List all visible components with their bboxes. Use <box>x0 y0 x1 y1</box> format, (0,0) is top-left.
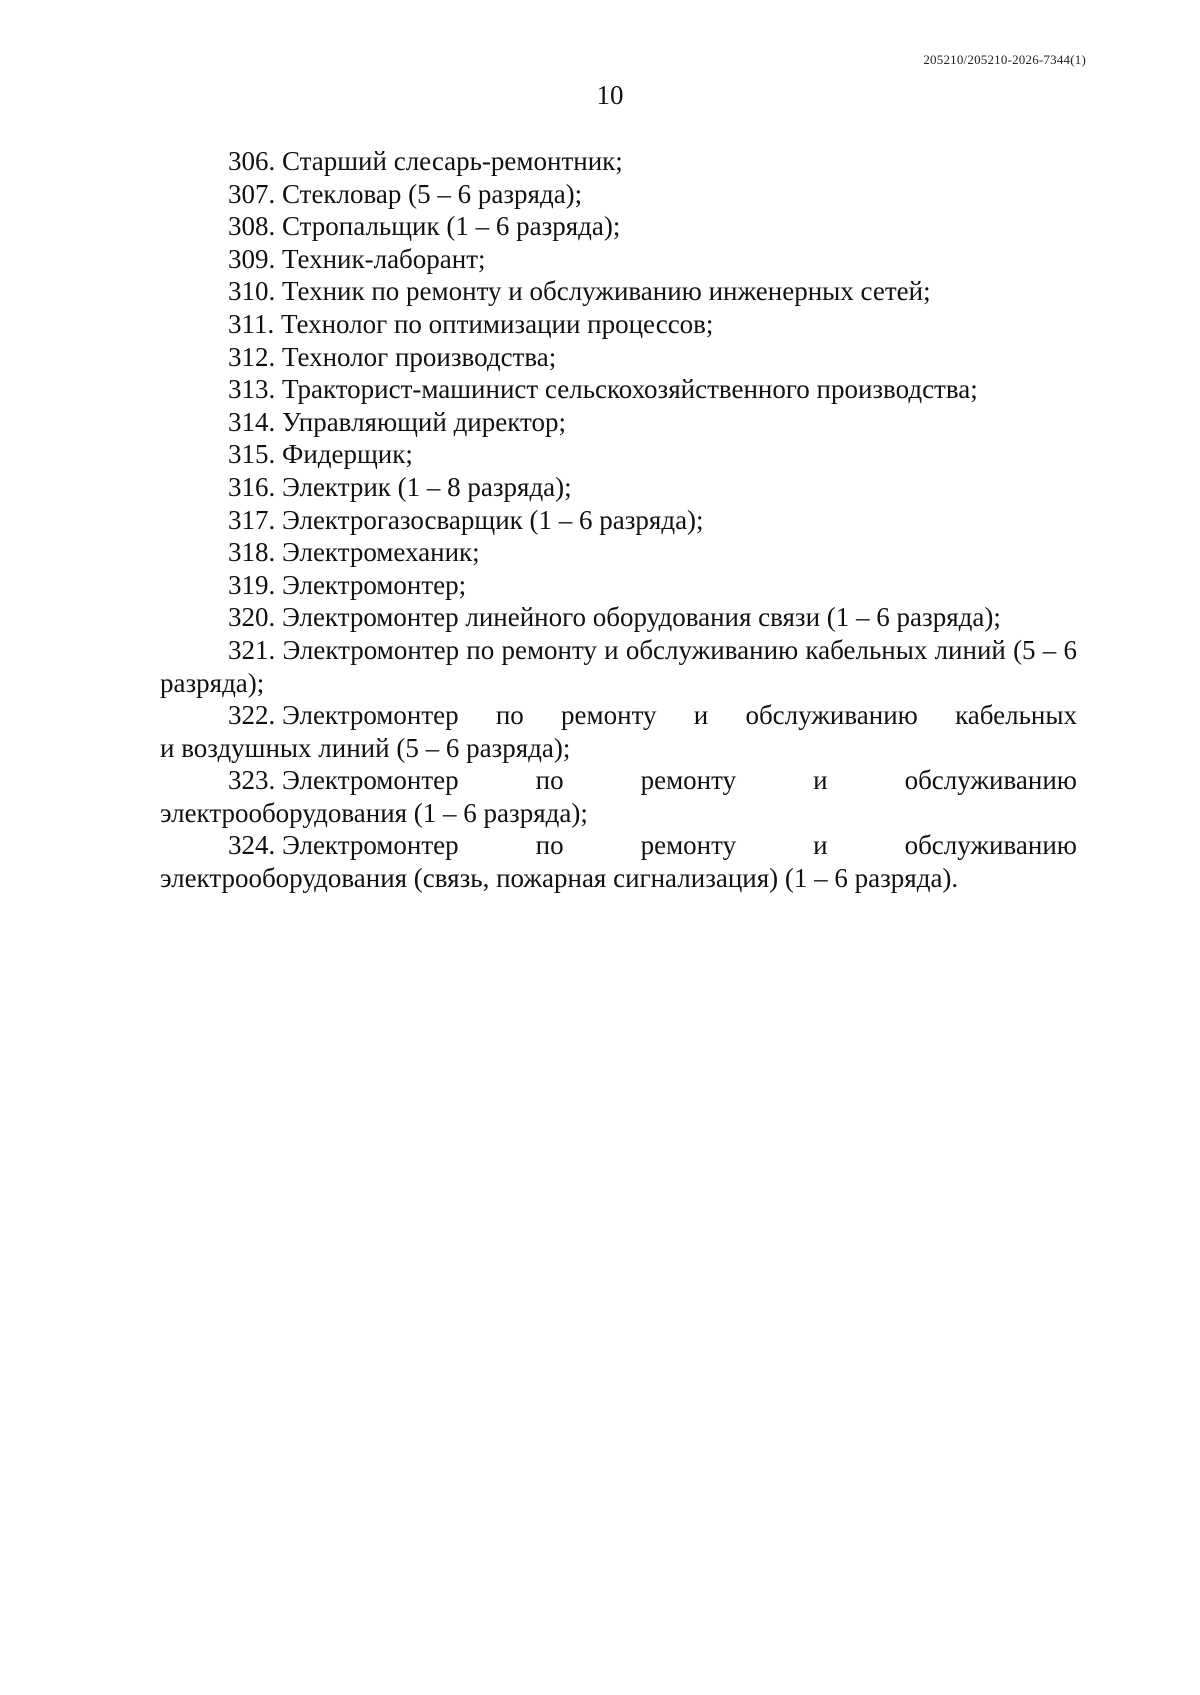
word: по <box>495 700 524 731</box>
continuation-line: электрооборудования (связь, пожарная сигнализация) (1 – 6 разряда). <box>160 863 959 894</box>
continuation-line: электрооборудования (1 – 6 разряда); <box>160 797 588 828</box>
word: и <box>813 765 828 796</box>
list-item: 313. Тракторист-машинист сельскохозяйственного производства; <box>228 374 978 405</box>
list-item: 309. Техник-лаборант; <box>228 243 486 274</box>
page-number: 10 <box>596 80 624 110</box>
list-item-322 <box>160 699 1077 764</box>
word: 323. Электромонтер <box>228 765 459 796</box>
list-item: 314. Управляющий директор; <box>228 406 566 437</box>
word: по <box>535 765 564 796</box>
list-item-324 <box>160 829 1077 894</box>
word: и <box>693 700 709 731</box>
word: обслуживанию <box>904 765 1077 796</box>
list-item: 308. Стропальщик (1 – 6 разряда); <box>228 211 621 242</box>
list-item: 315. Фидерщик; <box>228 439 413 470</box>
occupation-list <box>160 145 1077 895</box>
word: обслуживанию <box>745 700 918 731</box>
list-item: 310. Техник по ремонту и обслуживанию инженерных сетей; <box>228 276 931 307</box>
list-item: 320. Электромонтер линейного оборудования связи (1 – 6 разряда); <box>228 602 1001 633</box>
list-item: 316. Электрик (1 – 8 разряда); <box>228 471 572 502</box>
continuation-line: и воздушных линий (5 – 6 разряда); <box>160 732 571 763</box>
list-item-323 <box>160 764 1077 829</box>
word: обслуживанию <box>904 830 1077 861</box>
word: по <box>535 830 564 861</box>
list-item: 307. Стекловар (5 – 6 разряда); <box>228 178 583 209</box>
list-item: 318. Электромеханик; <box>228 537 480 568</box>
word: кабельных <box>955 700 1077 731</box>
word: 324. Электромонтер <box>228 830 459 861</box>
word: ремонту <box>640 765 737 796</box>
word: и <box>813 830 828 861</box>
list-item: 321. Электромонтер по ремонту и обслуживанию кабельных линий (5 – 6 разряда); <box>160 634 1077 698</box>
list-item: 311. Технолог по оптимизации процессов; <box>228 308 714 339</box>
list-item: 306. Старший слесарь-ремонтник; <box>228 146 623 176</box>
word: ремонту <box>640 830 737 861</box>
list-item: 317. Электрогазосварщик (1 – 6 разряда); <box>228 504 704 535</box>
word: ремонту <box>561 700 657 731</box>
word: 322. Электромонтер <box>228 700 459 731</box>
list-item: 312. Технолог производства; <box>228 341 557 372</box>
document-id: 205210/205210-2026-7344(1) <box>923 52 1086 67</box>
list-item: 319. Электромонтер; <box>228 569 467 600</box>
